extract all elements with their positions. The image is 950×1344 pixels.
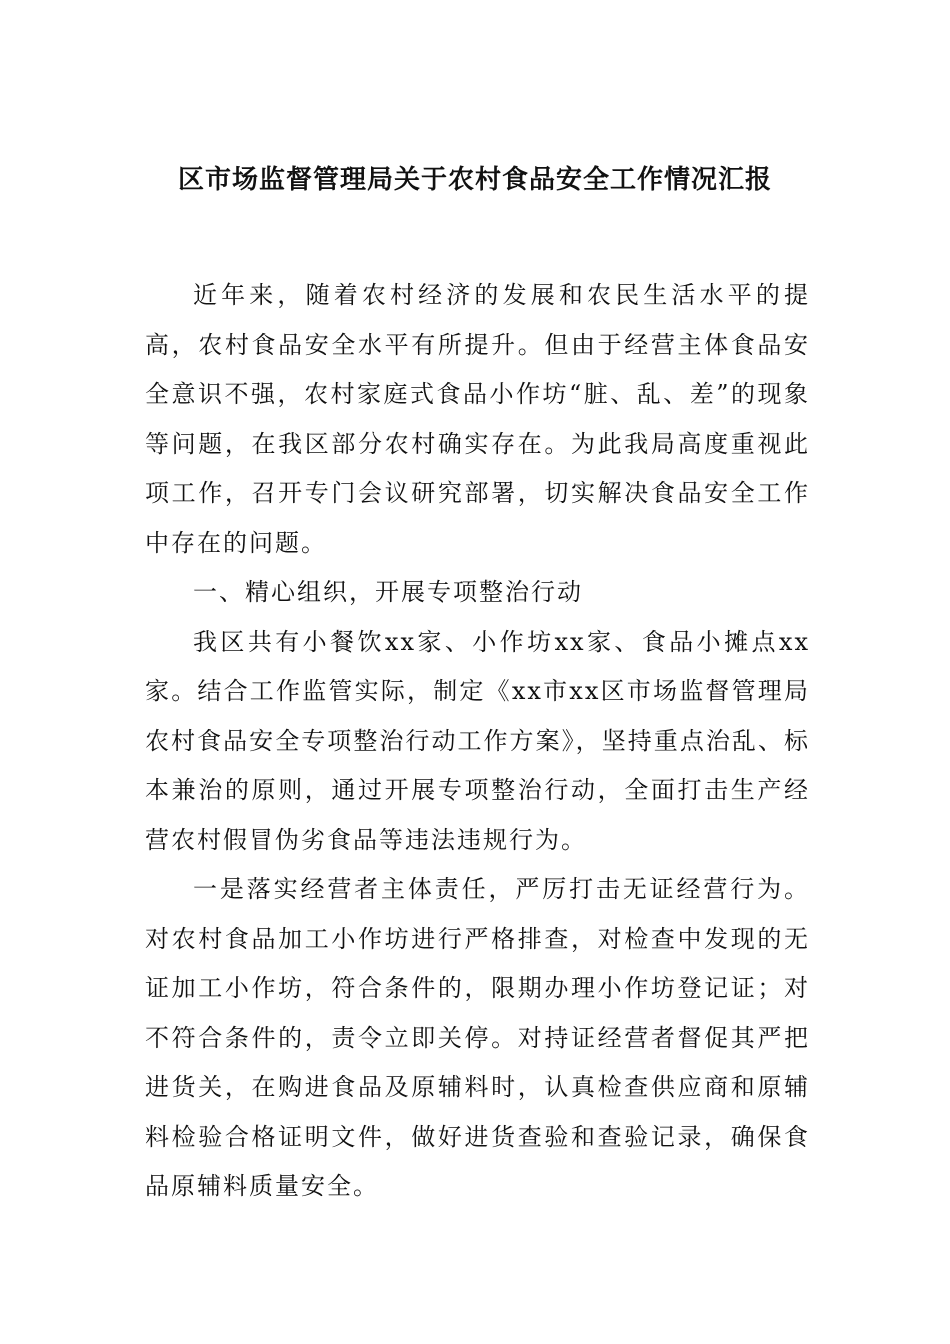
responsibility-paragraph: 一是落实经营者主体责任，严厉打击无证经营行为。对农村食品加工小作坊进行严格排查，对检查中发现的无证加工小作坊，符合条件的，限期办理小作坊登记证；对不符合条件的，责令立即关停。对持证经营者督促其严把进货关，在购进食品及原辅料时，认真检查供应商和原辅料检验合格证明文件，做好进货查验和查验记录，确保食品原辅料质量安全。 [145,875,810,1200]
section-heading: 一、精心组织，开展专项整治行动 [193,578,583,606]
overview-paragraph: 我区共有小餐饮xx家、小作坊xx家、食品小摊点xx家。结合工作监管实际，制定《xx市xx区市场监督管理局农村食品安全专项整治行动工作方案》，坚持重点治乱、标本兼治的原则，通过开展专项整治行动，全面打击生产经营农村假冒伪劣食品等违法违规行为。 [145,627,810,854]
intro-paragraph: 近年来，随着农村经济的发展和农民生活水平的提高，农村食品安全水平有所提升。但由于经营主体食品安全意识不强，农村家庭式食品小作坊“脏、乱、差”的现象等问题，在我区部分农村确实存在。为此我局高度重视此项工作，召开专门会议研究部署，切实解决食品安全工作中存在的问题。 [145,281,810,557]
document-body [145,271,810,1212]
document-title: 区市场监督管理局关于农村食品安全工作情况汇报 [177,165,772,195]
